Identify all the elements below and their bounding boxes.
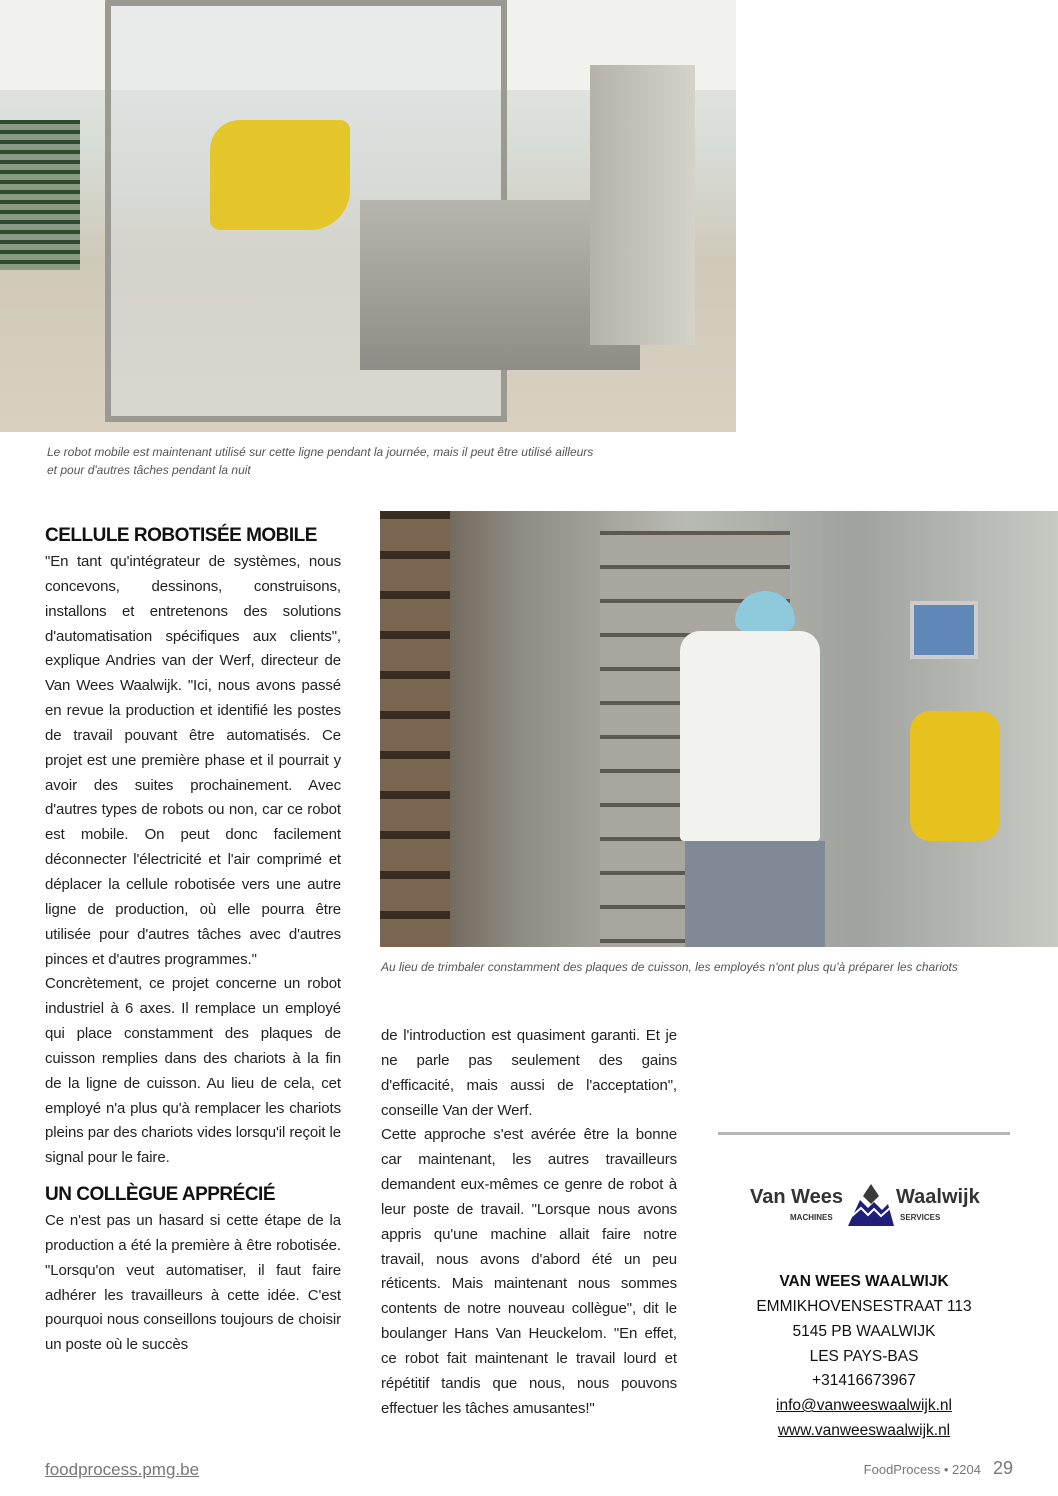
logo-subtext-left: MACHINES [790, 1213, 833, 1222]
production-line-robot-photo [0, 0, 736, 432]
article-column-left [45, 522, 341, 1358]
sidebar-divider [718, 1132, 1010, 1135]
top-photo-caption [47, 443, 593, 479]
email-link[interactable]: info@vanweeswaalwijk.nl [776, 1397, 952, 1415]
section-heading: UN COLLÈGUE APPRÉCIÉ [45, 1184, 275, 1206]
worker-loading-trolley-photo [380, 511, 1058, 947]
caption-line: et pour d'autres tâches pendant la nuit [47, 463, 251, 477]
caption-line: Le robot mobile est maintenant utilisé sur cette ligne pendant la journée, mais il peut être utilisé ailleurs [47, 445, 594, 459]
footer-site-link[interactable]: foodprocess.pmg.be [45, 1460, 200, 1479]
street-address: EMMIKHOVENSESTRAAT 113 [756, 1297, 972, 1315]
city: 5145 PB WAALWIJK [792, 1322, 936, 1340]
website-link[interactable]: www.vanweeswaalwijk.nl [777, 1422, 951, 1440]
country: LES PAYS-BAS [809, 1347, 919, 1365]
article-column-middle [381, 1024, 677, 1422]
issue-label: FoodProcess • 2204 [863, 1462, 981, 1477]
logo-subtext-right: SERVICES [900, 1213, 941, 1222]
contact-block [718, 1270, 1010, 1444]
phone: +31416673967 [812, 1372, 916, 1390]
page-number: 29 [992, 1458, 1013, 1478]
paragraph: Ce n'est pas un hasard si cette étape de la production a été la première à être robotisée. "Lorsqu'on veut automatiser, il faut faire adhérer les travailleurs à cette idée. C'est pourquoi nous conseillons toujours de choisir un poste où le succès [45, 1212, 341, 1354]
section-heading: CELLULE ROBOTISÉE MOBILE [45, 525, 317, 546]
paragraph: "En tant qu'intégrateur de systèmes, nous concevons, dessinons, construisons, installons et entretenons des solutions d'automatisation spécifiques aux clients", explique Andries van der Werf, directeur de Van Wees Waalwijk. "Ici, nous avons passé en revue la production et identifié les postes de travail pouvant être automatisés. Ce projet est une première phase et il pourrait y avoir des suites prochainement. Avec d'autres types de robots ou non, car ce robot est mobile. On peut donc facilement déconnecter l'électricité et l'air comprimé et déplacer la cellule robotisée vers une autre ligne de production, où elle pourra être utilisée pour d'autres tâches avec d'autres pinces et d'autres programmes." [45, 553, 341, 968]
van-wees-waalwijk-logo [750, 1180, 990, 1230]
paragraph: Cette approche s'est avérée être la bonne car maintenant, les autres travailleurs demandent eux-mêmes ce genre de robot à leur poste de travail. "Lorsque nous avons appris qu'une machine allait faire notre travail, nous avons d'abord été un peu réticents. Mais maintenant nous sommes contents de notre nouveau collègue", dit le boulanger Hans Van Heuckelom. "En effet, ce robot fait maintenant le travail lourd et répétitif tandis que nous, nous pouvons effectuer les tâches amusantes!" [381, 1126, 677, 1417]
paragraph: Concrètement, ce projet concerne un robot industriel à 6 axes. Il remplace un employé qui place constamment des plaques de cuisson remplies dans des chariots à la fin de la ligne de cuisson. Au lieu de cela, cet employé n'a plus qu'à remplacer les chariots pleins par des chariots vides lorsqu'il reçoit le signal pour le faire. [45, 975, 341, 1167]
logo-mountain-icon [848, 1182, 894, 1226]
logo-text-left: Van Wees [750, 1186, 844, 1208]
footer-issue [864, 1458, 1013, 1479]
middle-photo-caption: Au lieu de trimbaler constamment des plaques de cuisson, les employés n'ont plus qu'à préparer les chariots [381, 960, 958, 974]
logo-text-right: Waalwijk [896, 1186, 980, 1208]
paragraph: de l'introduction est quasiment garanti. Et je ne parle pas seulement des gains d'efficacité, mais aussi de l'acceptation", conseille Van der Werf. [381, 1027, 677, 1119]
company-name: VAN WEES WAALWIJK [779, 1273, 949, 1290]
